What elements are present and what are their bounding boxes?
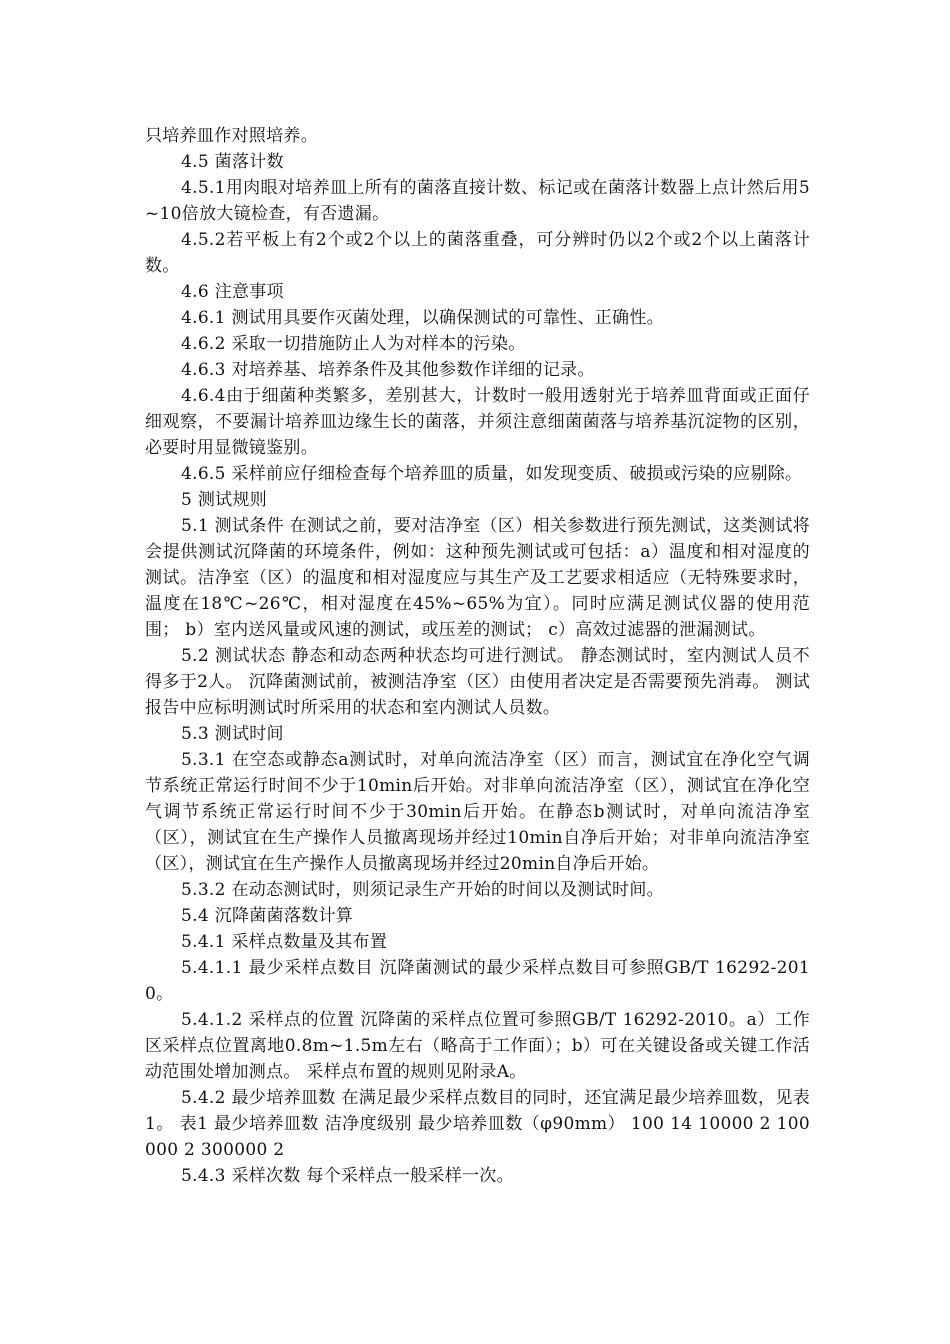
paragraph: 4.6.3 对培养基、培养条件及其他参数作详细的记录。 <box>181 360 595 380</box>
paragraph: 4.6.2 采取一切措施防止人为对样本的污染。 <box>181 334 526 354</box>
paragraph: 5.4.2 最少培养皿数 在满足最少采样点数目的同时，还宜满足最少培养皿数，见表1。 表1 最少培养皿数 洁净度级别 最少培养皿数（φ90mm） 100 14 10000 2 100000 2 300000 2 <box>145 1088 810 1160</box>
section-heading: 5.4 沉降菌菌落数计算 <box>181 906 354 926</box>
paragraph: 4.6.4由于细菌种类繁多，差别甚大，计数时一般用透射光于培养皿背面或正面仔细观察，不要漏计培养皿边缘生长的菌落，并须注意细菌菌落与培养基沉淀物的区别，必要时用显微镜鉴别。 <box>145 386 810 458</box>
paragraph: 4.5.1用肉眼对培养皿上所有的菌落直接计数、标记或在菌落计数器上点计然后用5~10倍放大镜检查，有否遗漏。 <box>145 178 810 224</box>
paragraph: 5.3.2 在动态测试时，则须记录生产开始的时间以及测试时间。 <box>181 880 664 900</box>
paragraph: 5.2 测试状态 静态和动态两种状态均可进行测试。 静态测试时，室内测试人员不得多于2人。 沉降菌测试前，被测洁净室（区）由使用者决定是否需要预先消毒。 测试报告中应标明测试时所采用的状态和室内测试人员数。 <box>145 646 810 718</box>
section-heading: 5.3 测试时间 <box>181 724 284 744</box>
section-heading: 5.4.1 采样点数量及其布置 <box>181 932 388 952</box>
paragraph: 只培养皿作对照培养。 <box>145 126 318 146</box>
paragraph: 5.4.3 采样次数 每个采样点一般采样一次。 <box>181 1166 514 1186</box>
section-heading: 4.6 注意事项 <box>181 282 284 302</box>
paragraph: 5.4.1.1 最少采样点数目 沉降菌测试的最少采样点数目可参照GB/T 16292-2010。 <box>145 958 810 1004</box>
document-body <box>145 123 810 1189</box>
paragraph: 4.6.1 测试用具要作灭菌处理，以确保测试的可靠性、正确性。 <box>181 308 664 328</box>
paragraph: 5.3.1 在空态或静态a测试时，对单向流洁净室（区）而言，测试宜在净化空气调节系统正常运行时间不少于10min后开始。对非单向流洁净室（区），测试宜在净化空气调节系统正常运行时间不少于30min后开始。在静态b测试时，对单向流洁净室（区），测试宜在生产操作人员撤离现场并经过10min自净后开始；对非单向流洁净室（区），测试宜在生产操作人员撤离现场并经过20min自净后开始。 <box>145 750 810 874</box>
paragraph: 4.6.5 采样前应仔细检查每个培养皿的质量，如发现变质、破损或污染的应剔除。 <box>181 464 803 484</box>
paragraph: 5.4.1.2 采样点的位置 沉降菌的采样点位置可参照GB/T 16292-2010。a）工作区采样点位置离地0.8m~1.5m左右（略高于工作面）；b）可在关键设备或关键工作活动范围处增加测点。 采样点布置的规则见附录A。 <box>145 1010 810 1082</box>
paragraph: 5.1 测试条件 在测试之前，要对洁净室（区）相关参数进行预先测试，这类测试将会提供测试沉降菌的环境条件，例如：这种预先测试或可包括：a）温度和相对湿度的测试。洁净室（区）的温度和相对湿度应与其生产及工艺要求相适应（无特殊要求时，温度在18℃~26℃，相对湿度在45%~65%为宜）。同时应满足测试仪器的使用范围； b）室内送风量或风速的测试，或压差的测试； c）高效过滤器的泄漏测试。 <box>145 516 810 640</box>
section-heading: 4.5 菌落计数 <box>181 152 284 172</box>
paragraph: 4.5.2若平板上有2个或2个以上的菌落重叠，可分辨时仍以2个或2个以上菌落计数。 <box>145 230 810 276</box>
section-heading: 5 测试规则 <box>181 490 268 510</box>
